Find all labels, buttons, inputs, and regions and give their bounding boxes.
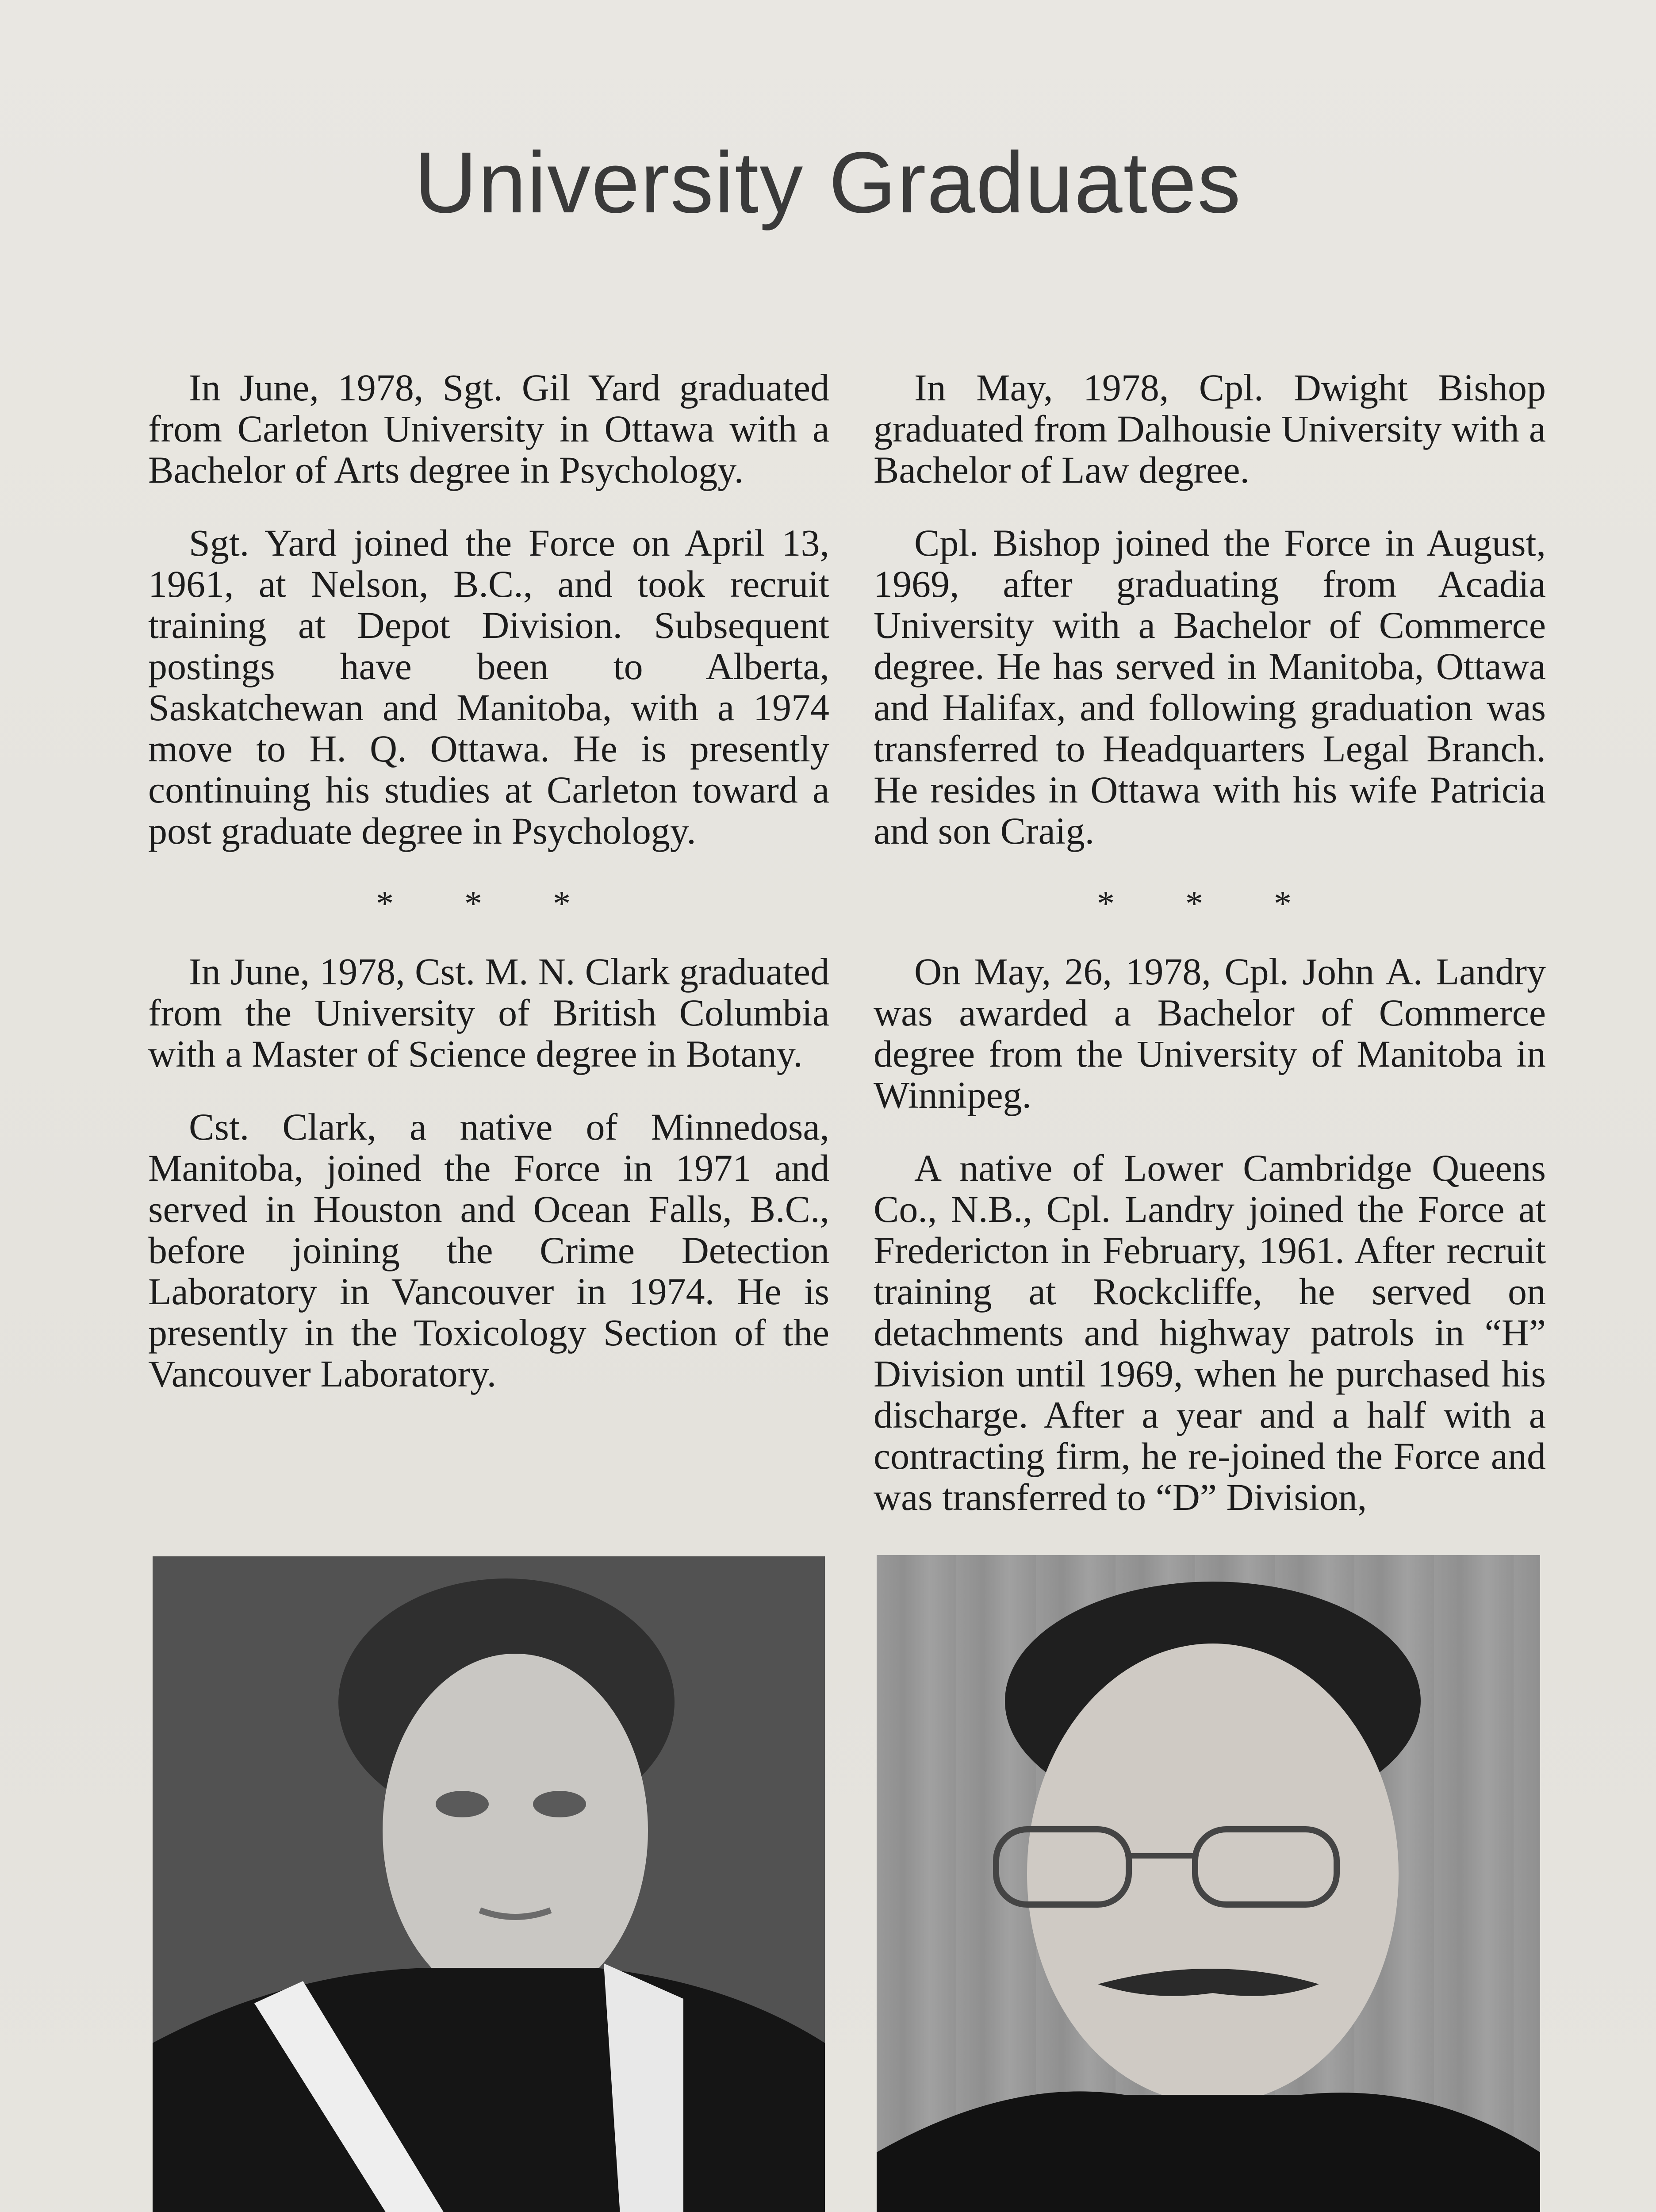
paragraph-yard-graduation: In June, 1978, Sgt. Gil Yard graduated from Carleton University in Ottawa with a Bachelor of Arts degree in Psychology. <box>148 366 829 491</box>
paragraph-bishop-career: Cpl. Bishop joined the Force in August, 1969, after graduating from Acadia University with a Bachelor of Commerce degree. He has served in Manitoba, Ottawa and Halifax, and following graduation was transferred to Headquarters Legal Branch. He resides in Ottawa with his wife Patricia and son Craig. <box>874 522 1546 852</box>
portrait-photo-yard <box>153 1556 825 2212</box>
portrait-photo-clark <box>877 1555 1540 2212</box>
portrait-illustration <box>877 1555 1540 2212</box>
page-title: University Graduates <box>414 134 1242 231</box>
paragraph-landry-graduation: On May, 26, 1978, Cpl. John A. Landry was awarded a Bachelor of Commerce degree from the University of Manitoba in Winnipeg. <box>874 950 1546 1116</box>
right-text-column <box>874 367 1546 1550</box>
section-separator: * * * <box>1097 884 1322 923</box>
section-separator: * * * <box>376 884 602 923</box>
paragraph-yard-career: Sgt. Yard joined the Force on April 13, 1961, at Nelson, B.C., and took recruit training at Depot Division. Subsequent postings have been to Alberta, Saskatchewan and Manitoba, with a 1974 move to H. Q. Ottawa. He is presently continuing his studies at Carleton toward a post graduate degree in Psychology. <box>148 522 829 852</box>
paragraph-bishop-graduation: In May, 1978, Cpl. Dwight Bishop graduated from Dalhousie University with a Bachelor of Law degree. <box>874 366 1546 491</box>
left-text-column <box>148 367 829 1426</box>
paragraph-landry-career: A native of Lower Cambridge Queens Co., N.B., Cpl. Landry joined the Force at Fredericton in February, 1961. After recruit training at Rockcliffe, he served on detachments and highway patrols in “H” Division until 1969, when he purchased his discharge. After a year and a half with a contracting firm, he re-joined the Force and was transferred to “D” Division, <box>874 1147 1546 1518</box>
paragraph-clark-graduation: In June, 1978, Cst. M. N. Clark graduated from the University of British Columbia with a Master of Science degree in Botany. <box>148 950 829 1075</box>
portrait-illustration <box>153 1556 825 2212</box>
paragraph-clark-career: Cst. Clark, a native of Minnedosa, Manitoba, joined the Force in 1971 and served in Houston and Ocean Falls, B.C., before joining the Crime Detection Laboratory in Vancouver in 1974. He is presently in the Toxicology Section of the Vancouver Laboratory. <box>148 1106 829 1395</box>
